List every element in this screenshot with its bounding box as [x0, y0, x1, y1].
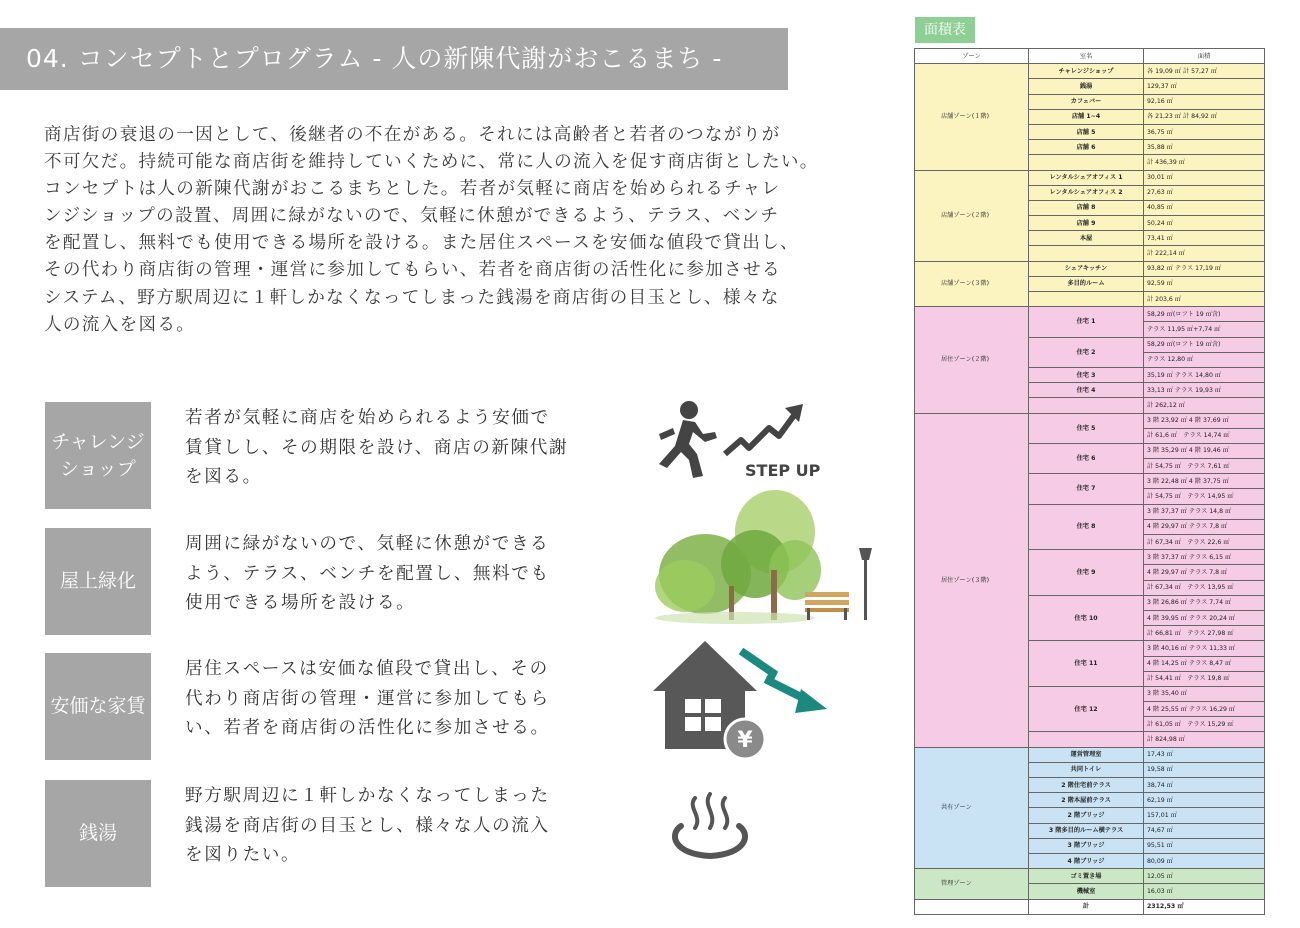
runner-step-up-icon	[645, 398, 821, 484]
concept-label: 銭湯	[45, 780, 151, 887]
area-value: 計 436,39 ㎡	[1144, 155, 1265, 170]
area-table-badge: 面積表	[915, 17, 975, 43]
room-name: 住宅 5	[1029, 413, 1144, 443]
area-value: 計 222,14 ㎡	[1144, 246, 1265, 261]
area-value: 計 67,34 ㎡ テラス 13,95 ㎡	[1144, 580, 1265, 595]
room-name: カフェバー	[1029, 94, 1144, 109]
table-row	[915, 64, 1265, 79]
zone-name: 店舗ゾーン(２階)	[915, 170, 1029, 261]
room-name: 2 階ブリッジ	[1029, 808, 1144, 823]
area-value: 12,05 ㎡	[1144, 869, 1265, 884]
area-value: 計 61,05 ㎡ テラス 15,29 ㎡	[1144, 717, 1265, 732]
room-name: 店舗 6	[1029, 140, 1144, 155]
area-value: 27,63 ㎡	[1144, 185, 1265, 200]
total-value: 2312,53 ㎡	[1144, 899, 1265, 914]
room-name: 住宅 7	[1029, 474, 1144, 504]
area-value: 58,29 ㎡(ロフト 19 ㎡含)	[1144, 337, 1265, 352]
table-row	[915, 413, 1265, 428]
zone-name: 店舗ゾーン(３階)	[915, 261, 1029, 307]
area-value: 3 階 37,37 ㎡ テラス 6,15 ㎡	[1144, 550, 1265, 565]
room-name: 住宅 4	[1029, 383, 1144, 398]
area-value: 3 階 23,92 ㎡ 4 階 37,69 ㎡	[1144, 413, 1265, 428]
intro-paragraph	[44, 122, 874, 339]
intro-line: を配置し、無料でも使用できる場所を設ける。また居住スペースを安価な値段で貸出し、	[44, 233, 799, 254]
table-row	[915, 307, 1265, 322]
room-name: レンタルシェアオフィス 1	[1029, 170, 1144, 185]
table-row	[915, 170, 1265, 185]
room-name: 住宅 1	[1029, 307, 1144, 337]
area-value: 計 203,6 ㎡	[1144, 292, 1265, 307]
intro-line: その代わり商店街の管理・運営に参加してもらい、若者を商店街の活性化に参加させる	[44, 260, 781, 281]
area-value: 計 824,98 ㎡	[1144, 732, 1265, 747]
concept-description: 居住スペースは安価な値段で貸出し、その 代わり商店街の管理・運営に参加してもら い、若者を商店街の活性化に参加させる。	[185, 659, 550, 739]
room-name: 住宅 2	[1029, 337, 1144, 367]
trees-bench-icon	[645, 486, 875, 626]
concept-affordable-rent	[45, 653, 825, 760]
area-value: 3 階 26,86 ㎡ テラス 7,74 ㎡	[1144, 595, 1265, 610]
room-name: 住宅 10	[1029, 595, 1144, 641]
concept-label: チャレンジ ショップ	[45, 402, 151, 509]
room-name: 店舗 1~4	[1029, 109, 1144, 124]
area-value: 30,01 ㎡	[1144, 170, 1265, 185]
area-value: 92,59 ㎡	[1144, 276, 1265, 291]
table-row	[915, 747, 1265, 762]
room-name: 銭湯	[1029, 79, 1144, 94]
room-name: 住宅 6	[1029, 443, 1144, 473]
area-value: 3 階 22,48 ㎡ 4 階 37,75 ㎡	[1144, 474, 1265, 489]
room-name: 4 階ブリッジ	[1029, 853, 1144, 868]
area-value: 3 階 35,29 ㎡ 4 階 19,46 ㎡	[1144, 443, 1265, 458]
room-name: 本屋	[1029, 231, 1144, 246]
concept-label: 屋上緑化	[45, 528, 151, 635]
table-row	[915, 869, 1265, 884]
area-value: 58,29 ㎡(ロフト 19 ㎡含)	[1144, 307, 1265, 322]
zone-name: 管理ゾーン	[915, 869, 1029, 899]
area-value: 3 階 35,40 ㎡	[1144, 686, 1265, 701]
area-value: 80,09 ㎡	[1144, 853, 1265, 868]
room-name: 店舗 5	[1029, 124, 1144, 139]
room-name: 住宅 9	[1029, 550, 1144, 596]
room-name: チャレンジショップ	[1029, 64, 1144, 79]
room-name: 3 階ブリッジ	[1029, 838, 1144, 853]
intro-line: コンセプトは人の新陳代謝がおこるまちとした。若者が気軽に商店を始められるチャレ	[44, 179, 781, 200]
room-name: 2 階本屋前テラス	[1029, 793, 1144, 808]
area-value: 各 19,09 ㎡ 計 57,27 ㎡	[1144, 64, 1265, 79]
room-name: 3 階多目的ルーム横テラス	[1029, 823, 1144, 838]
page-title: 04. コンセプトとプログラム - 人の新陳代謝がおこるまち -	[0, 28, 788, 90]
empty-cell	[915, 899, 1029, 914]
svg-text:¥: ¥	[737, 728, 753, 753]
room-name: 2 階住宅前テラス	[1029, 778, 1144, 793]
area-value: 計 67,34 ㎡ テラス 22,6 ㎡	[1144, 535, 1265, 550]
zone-name: 店舗ゾーン(１階)	[915, 64, 1029, 170]
area-value: 35,19 ㎡ テラス 14,80 ㎡	[1144, 367, 1265, 382]
zone-name: 居住ゾーン(２階)	[915, 307, 1029, 413]
area-value: テラス 11,95 ㎡+7,74 ㎡	[1144, 322, 1265, 337]
area-value: 35,88 ㎡	[1144, 140, 1265, 155]
concept-rooftop-greening	[45, 528, 825, 635]
area-value: 4 階 29,97 ㎡ テラス 7,8 ㎡	[1144, 565, 1265, 580]
area-value: 4 階 14,25 ㎡ テラス 8,47 ㎡	[1144, 656, 1265, 671]
hot-spring-icon	[665, 792, 755, 862]
area-value: 計 262,12 ㎡	[1144, 398, 1265, 413]
area-value: 38,74 ㎡	[1144, 778, 1265, 793]
intro-line: ンジショップの設置、周囲に緑がないので、気軽に休憩ができるよう、テラス、ベンチ	[44, 206, 780, 227]
area-value: 計 61,6 ㎡ テラス 14,74 ㎡	[1144, 428, 1265, 443]
area-value: 73,41 ㎡	[1144, 231, 1265, 246]
area-value: 36,75 ㎡	[1144, 124, 1265, 139]
room-name	[1029, 398, 1144, 413]
room-name: 住宅 8	[1029, 504, 1144, 550]
concept-label: 安価な家賃	[45, 653, 151, 760]
room-name: 機械室	[1029, 884, 1144, 899]
area-value: 157,01 ㎡	[1144, 808, 1265, 823]
column-header: 室名	[1029, 49, 1144, 64]
room-name	[1029, 246, 1144, 261]
room-name: 共同トイレ	[1029, 762, 1144, 777]
room-name: ゴミ置き場	[1029, 869, 1144, 884]
table-total-row	[915, 899, 1265, 914]
room-name: レンタルシェアオフィス 2	[1029, 185, 1144, 200]
area-value: 計 54,75 ㎡ テラス 7,61 ㎡	[1144, 459, 1265, 474]
area-value: 50,24 ㎡	[1144, 216, 1265, 231]
area-value: テラス 12,80 ㎡	[1144, 352, 1265, 367]
area-value: 40,85 ㎡	[1144, 200, 1265, 215]
concept-public-bath	[45, 780, 825, 887]
room-name: シェアキッチン	[1029, 261, 1144, 276]
room-name	[1029, 732, 1144, 747]
room-name: 住宅 3	[1029, 367, 1144, 382]
area-value: 4 階 39,95 ㎡ テラス 20,24 ㎡	[1144, 610, 1265, 625]
area-value: 計 66,81 ㎡ テラス 27,98 ㎡	[1144, 626, 1265, 641]
house-yen-icon	[645, 639, 835, 761]
room-name	[1029, 155, 1144, 170]
area-value: 33,13 ㎡ テラス 19,93 ㎡	[1144, 383, 1265, 398]
area-value: 74,67 ㎡	[1144, 823, 1265, 838]
area-value: 計 54,75 ㎡ テラス 14,95 ㎡	[1144, 489, 1265, 504]
concept-description: 野方駅周辺に１軒しかなくなってしまった 銭湯を商店街の目玉とし、様々な人の流入 を図りたい。	[185, 786, 550, 866]
column-header: ゾーン	[915, 49, 1029, 64]
zone-name: 居住ゾーン(３階)	[915, 413, 1029, 747]
area-value: 16,03 ㎡	[1144, 884, 1265, 899]
area-value: 129,37 ㎡	[1144, 79, 1265, 94]
intro-line: 不可欠だ。持続可能な商店街を維持していくために、常に人の流入を促す商店街としたい。	[44, 152, 819, 173]
intro-line: 人の流入を図る。	[44, 314, 196, 335]
concept-description: 若者が気軽に商店を始められるよう安価で 賃貸しし、その期限を設け、商店の新陳代謝 を図る。	[185, 408, 569, 488]
area-value: 17,43 ㎡	[1144, 747, 1265, 762]
concept-description: 周囲に緑がないので、気軽に休憩ができる よう、テラス、ベンチを配置し、無料でも 使用できる場所を設ける。	[185, 534, 550, 614]
area-value: 3 階 40,16 ㎡ テラス 11,33 ㎡	[1144, 641, 1265, 656]
zone-name: 共有ゾーン	[915, 747, 1029, 869]
area-table	[914, 48, 1265, 915]
area-value: 93,82 ㎡ テラス 17,19 ㎡	[1144, 261, 1265, 276]
total-label: 計	[1029, 899, 1144, 914]
room-name: 住宅 11	[1029, 641, 1144, 687]
room-name	[1029, 292, 1144, 307]
room-name: 運営管理室	[1029, 747, 1144, 762]
area-value: 19,58 ㎡	[1144, 762, 1265, 777]
area-value: 3 階 37,37 ㎡ テラス 14,8 ㎡	[1144, 504, 1265, 519]
room-name: 店舗 8	[1029, 200, 1144, 215]
area-value: 各 21,23 ㎡ 計 84,92 ㎡	[1144, 109, 1265, 124]
room-name: 多目的ルーム	[1029, 276, 1144, 291]
area-value: 計 54,41 ㎡ テラス 19,8 ㎡	[1144, 671, 1265, 686]
room-name: 住宅 12	[1029, 686, 1144, 732]
table-header-row	[915, 49, 1265, 64]
area-value: 4 階 29,97 ㎡ テラス 7,8 ㎡	[1144, 519, 1265, 534]
area-value: 4 階 25,55 ㎡ テラス 16,29 ㎡	[1144, 702, 1265, 717]
room-name: 店舗 9	[1029, 216, 1144, 231]
table-row	[915, 261, 1265, 276]
area-value: 95,51 ㎡	[1144, 838, 1265, 853]
column-header: 面積	[1144, 49, 1265, 64]
area-value: 62,19 ㎡	[1144, 793, 1265, 808]
area-value: 92,16 ㎡	[1144, 94, 1265, 109]
step-up-text: STEP UP	[745, 461, 821, 480]
intro-line: システム、野方駅周辺に１軒しかなくなってしまった銭湯を商店街の目玉とし、様々な	[44, 287, 780, 308]
intro-line: 商店街の衰退の一因として、後継者の不在がある。それには高齢者と若者のつながりが	[44, 125, 781, 145]
